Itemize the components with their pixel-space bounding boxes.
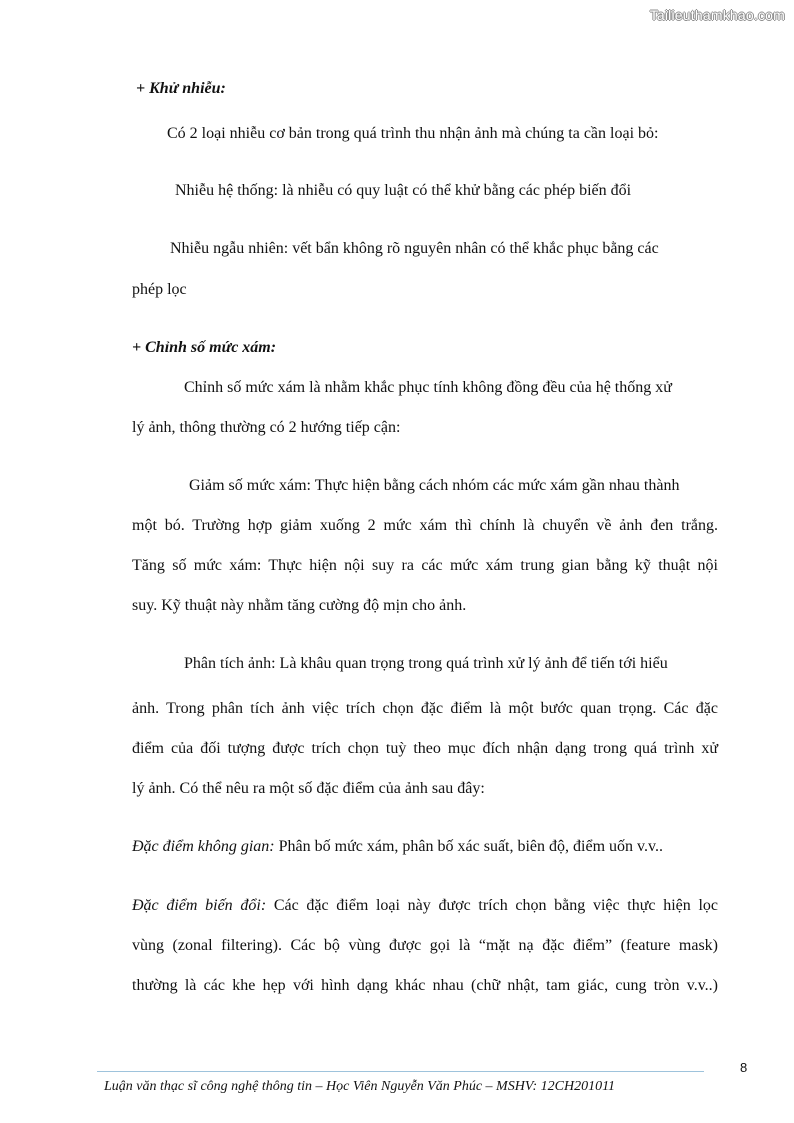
body-text: Các đặc điểm loại này được trích chọn bằng việc thực hiện lọc bbox=[266, 897, 719, 914]
body-line: phép lọc bbox=[132, 281, 187, 298]
body-line: lý ảnh. Có thể nêu ra một số đặc điểm của ảnh sau đây: bbox=[132, 780, 485, 797]
term-dac-diem-bien-doi: Đặc điểm biến đổi: bbox=[132, 897, 267, 914]
heading-khu-nhieu: + Khử nhiễu: bbox=[136, 80, 226, 97]
body-line: suy. Kỹ thuật này nhằm tăng cường độ mịn cho ảnh. bbox=[132, 597, 467, 614]
body-line: thường là các khe hẹp với hình dạng khác nhau (chữ nhật, tam giác, cung tròn v.v..) bbox=[132, 977, 718, 994]
body-line: Nhiễu hệ thống: là nhiễu có quy luật có thể khử bằng các phép biến đổi bbox=[175, 182, 632, 199]
watermark-text: Tailieuthamkhao.com bbox=[649, 7, 785, 23]
body-line: Giảm số mức xám: Thực hiện bằng cách nhóm các mức xám gần nhau thành bbox=[189, 477, 680, 494]
body-line: Tăng số mức xám: Thực hiện nội suy ra các mức xám trung gian bằng kỹ thuật nội bbox=[132, 557, 718, 574]
footer-divider bbox=[97, 1071, 704, 1072]
page-number: 8 bbox=[740, 1060, 748, 1075]
body-line: một bó. Trường hợp giảm xuống 2 mức xám thì chính là chuyển về ảnh đen trắng. bbox=[132, 517, 718, 534]
body-line: Phân tích ảnh: Là khâu quan trọng trong quá trình xử lý ảnh để tiến tới hiểu bbox=[184, 655, 668, 672]
footer-text: Luận văn thạc sĩ công nghệ thông tin – Học Viên Nguyễn Văn Phúc – MSHV: 12CH201011 bbox=[104, 1079, 616, 1094]
body-line-spatial-features bbox=[132, 837, 663, 857]
body-text: Phân bố mức xám, phân bố xác suất, biên độ, điểm uốn v.v.. bbox=[274, 838, 663, 855]
term-dac-diem-khong-gian: Đặc điểm không gian: bbox=[132, 838, 275, 855]
body-line: ảnh. Trong phân tích ảnh việc trích chọn đặc điểm là một bước quan trọng. Các đặc bbox=[132, 700, 718, 717]
body-line: vùng (zonal filtering). Các bộ vùng được gọi là “mặt nạ đặc điểm” (feature mask) bbox=[132, 937, 718, 954]
body-line: Nhiễu ngẫu nhiên: vết bẩn không rõ nguyên nhân có thể khắc phục bằng các bbox=[170, 240, 659, 257]
body-line: Chỉnh số mức xám là nhằm khắc phục tính không đồng đều của hệ thống xử bbox=[184, 379, 672, 396]
body-line: Có 2 loại nhiễu cơ bản trong quá trình thu nhận ảnh mà chúng ta cần loại bỏ: bbox=[167, 125, 659, 142]
body-line: điểm của đối tượng được trích chọn tuỳ theo mục đích nhận dạng trong quá trình xử bbox=[132, 740, 718, 757]
body-line-transform-features bbox=[132, 896, 718, 916]
body-line: lý ảnh, thông thường có 2 hướng tiếp cận: bbox=[132, 419, 401, 436]
heading-chinh-so-muc-xam: + Chỉnh số mức xám: bbox=[132, 339, 277, 356]
